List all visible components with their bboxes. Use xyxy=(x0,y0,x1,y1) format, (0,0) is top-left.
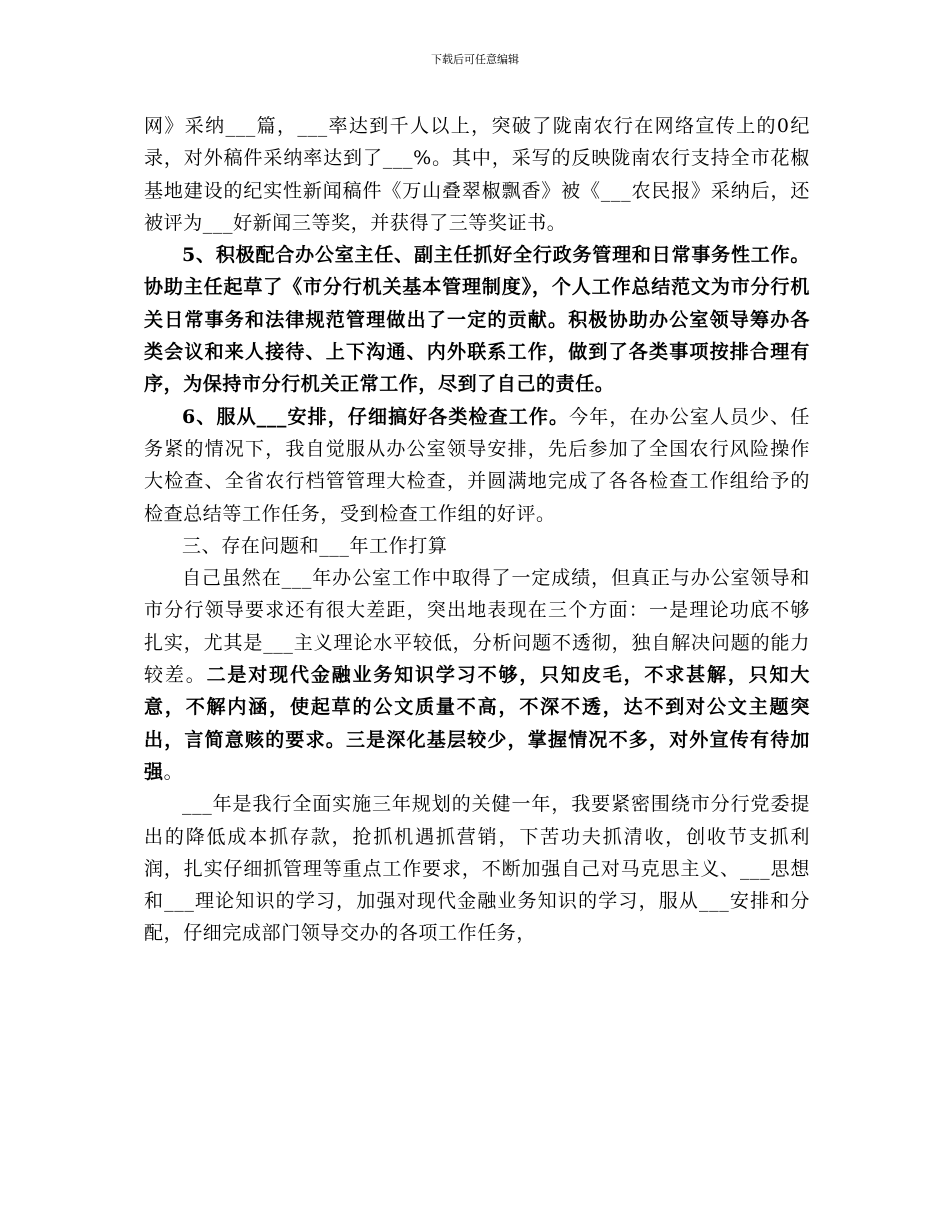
document-body xyxy=(144,110,810,950)
paragraph-text: ___年是我行全面实施三年规划的关健一年，我要紧密围绕市分行党委提出的降低成本抓存款，抢抓机遇抓营销，下苦功夫抓清收，创收节支抓利润，扎实仔细抓管理等重点工作要求，不断加强自己对马克思主义、___思想和___理论知识的学习，加强对现代金融业务知识的学习，服从___安排和分配，仔细完成部门领导交办的各项工作任务， xyxy=(144,793,810,945)
paragraph-problems xyxy=(144,562,810,788)
section-heading xyxy=(144,530,810,562)
paragraph-continuation xyxy=(144,110,810,239)
paragraph-item-5 xyxy=(144,239,810,400)
section-heading-text: 三、存在问题和___年工作打算 xyxy=(182,534,448,557)
paragraph-text-bold: 5、积极配合办公室主任、副主任抓好全行政务管理和日常事务性工作。协助主任起草了《市分行机关基本管理制度》，个人工作总结范文为市分行机关日常事务和法律规范管理做出了一定的贡献。积极协助办公室领导筹办各类会议和来人接待、上下沟通、内外联系工作，做到了各类事项按排合理有序，为保持市分行机关正常工作，尽到了自己的责任。 xyxy=(144,244,810,396)
paragraph-text: 。 xyxy=(163,760,184,783)
page-header: 下载后可任意编辑 xyxy=(431,53,519,66)
paragraph-text: 今年，在办公室人员少、任务紧的情况下，我自觉服从办公室领导安排，先后参加了全国农行风险操作大检查、全省农行档管管理大检查，并圆满地完成了各各检查工作组给予的检查总结等工作任务，受到检查工作组的好评。 xyxy=(144,405,810,525)
paragraph-plan xyxy=(144,788,810,949)
paragraph-lead-bold: 6、服从___安排，仔细搞好各类检查工作。 xyxy=(182,405,570,428)
paragraph-item-6 xyxy=(144,401,810,530)
paragraph-text: 自己虽然在___年办公室工作中取得了一定成绩，但真正与办公室领导和市分行领导要求还有很大差距，突出地表现在三个方面：一是理论功底不够扎实，尤其是___主义理论水平较低，分析问题不透彻，独自解决问题的能力较差。 xyxy=(144,567,810,687)
paragraph-text: 网》采纳___篇，___率达到千人以上，突破了陇南农行在网络宣传上的0纪录，对外稿件采纳率达到了___%。其中，采写的反映陇南农行支持全市花椒基地建设的纪实性新闻稿件《万山叠翠椒飘香》被《___农民报》采纳后，还被评为___好新闻三等奖，并获得了三等奖证书。 xyxy=(144,115,810,234)
paragraph-text-bold: 二是对现代金融业务知识学习不够，只知皮毛，不求甚解，只知大意，不解内涵，使起草的公文质量不高，不深不透，达不到对公文主题突出，言简意赅的要求。三是深化基层较少，掌握情况不多，对外宣传有待加强 xyxy=(144,664,810,783)
